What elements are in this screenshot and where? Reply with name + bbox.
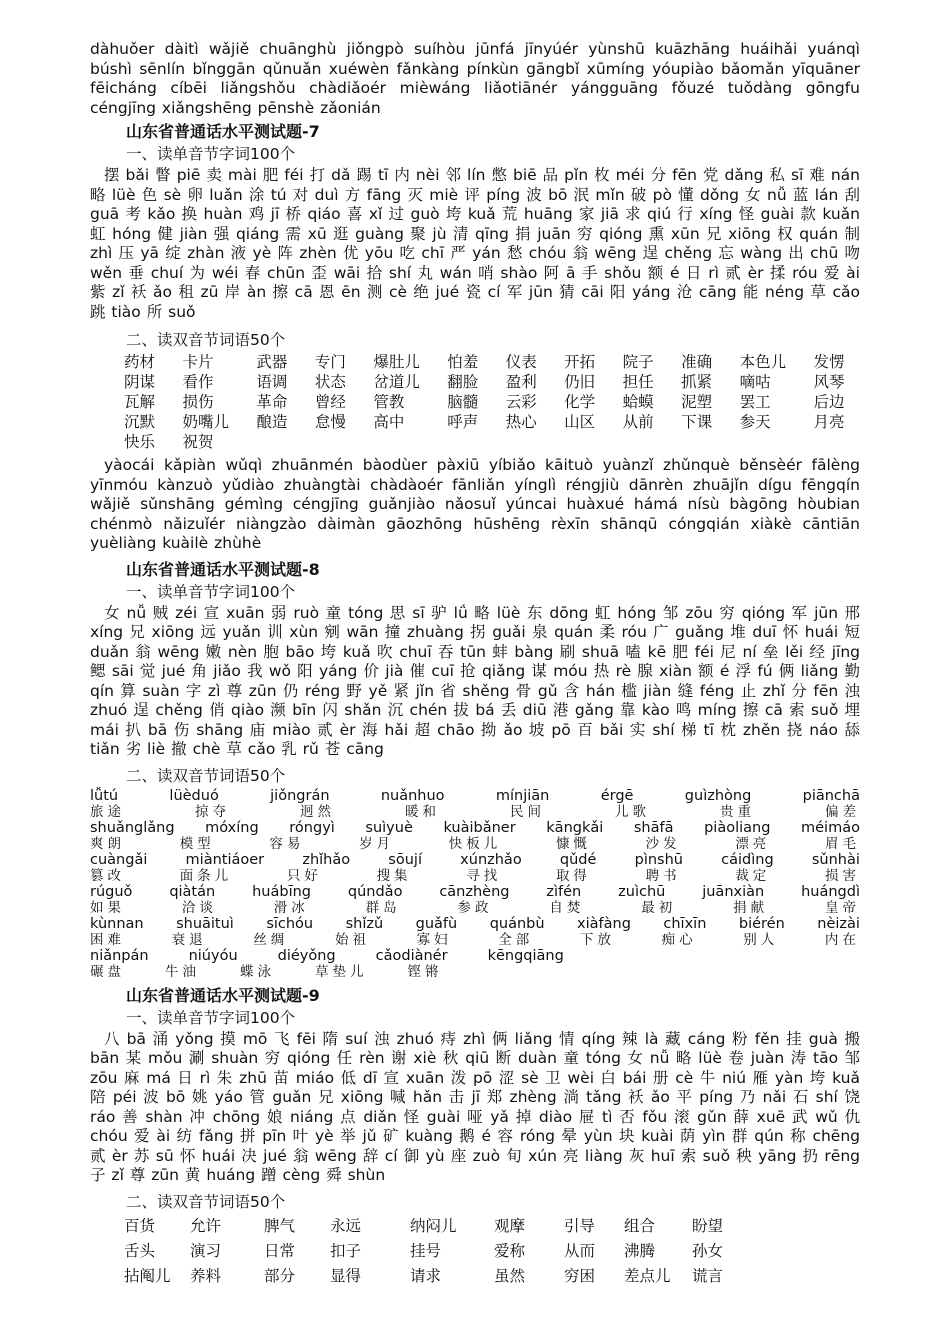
test7-part1-title: 一、读单音节字词100个: [126, 145, 296, 163]
test7-word: 山区: [564, 413, 596, 431]
test7-word: 药材: [124, 353, 156, 371]
test8-word-hanzi: 裁定: [735, 867, 771, 884]
test7-word: 准确: [681, 353, 713, 371]
test7-word: 奶嘴儿: [182, 413, 229, 431]
test9-word: 沸腾: [624, 1241, 656, 1260]
test7-word: 下课: [681, 413, 713, 431]
test8-word-hanzi: 寡妇: [416, 931, 452, 948]
test8-word-hanzi: 儿歌: [615, 803, 650, 820]
test8-word-hanzi: 漂亮: [735, 835, 771, 852]
test8-word-pinyin: érgē: [600, 787, 634, 804]
test8-word-hanzi: 碾盘: [90, 963, 125, 980]
test8-word-hanzi: 如果: [90, 899, 125, 916]
test7-part1-text: 摆 bǎi 瞥 piē 卖 mài 肥 féi 打 dǎ 踢 tī 内 nèi 邻 lín 憋 biē 品 pǐn 枚 méi 分 fēn 党 dǎng 私 sī 难 nán 略 lüè 色 sè 卵 luǎn 涂 tú 对 duì 方 fāng 灭 miè 评 píng 波 bō 泯 mǐn 破 pò 懂 dǒng 女 nǚ 蓝 lán 刮 guā 考 kǎo 换 huàn 鸡 jī 桥 qiáo 喜 xǐ 过 guò 垮 kuǎ 荒 huāng 家 jiā 求 qiú 行 xíng 怪 guài 款 kuǎn 虹 hóng 健 jiàn 强 qiáng 需 xū 逛 guàng 聚 jù 清 qīng 捐 juān 穷 qióng 熏 xūn 兄 xiōng 权 quán 制 zhì 压 yā 绽 zhàn 液 yè 阵 zhèn 优 yōu 吃 chī 严 yán 愁 chóu 翁 wēng 逞 chěng 忘 wàng 出 chū 吻 wěn 垂 chuí 为 wéi 春 chūn 歪 wāi 拾 shí 丸 wán 哨 shào 阿 ā 手 shǒu 额 é 日 rì 贰 èr 揉 róu 爱 ài 紫 zǐ 袄 ǎo 租 zū 岸 àn 擦 cā 恩 ēn 测 cè 绝 jué 瓷 cí 军 jūn 猜 cāi 阳 yáng 沧 cāng 能 néng 草 cǎo 跳 tiào 所 suǒ: [90, 166, 860, 321]
test8-word-pinyin: pìnshū: [634, 851, 683, 868]
test7-word: 开拓: [564, 353, 596, 371]
test8-word-pinyin: xúnzhǎo: [460, 851, 522, 868]
test9-word: 从而: [564, 1241, 596, 1260]
test9-word: 挂号: [410, 1241, 442, 1260]
test7-word: 热心: [505, 413, 537, 431]
test7-word: 泥塑: [681, 393, 713, 411]
test9-word: 差点儿: [624, 1266, 671, 1285]
test8-word-pinyin: lǚtú: [90, 787, 119, 804]
test8-word-hanzi: 下放: [579, 931, 615, 948]
test8-word-pinyin: nuǎnhuo: [380, 787, 445, 804]
test8-word-hanzi: 搜集: [376, 867, 412, 884]
test7-word: 语调: [256, 373, 288, 391]
test8-word-pairs: [90, 788, 860, 980]
test9-word: 脾气: [264, 1216, 296, 1235]
test9-word: 观摩: [494, 1216, 526, 1235]
test8-word-pinyin: qiàtán: [169, 883, 216, 900]
test8-word-pinyin: sīchóu: [266, 915, 314, 932]
test8-word-pinyin: zuìchū: [618, 883, 666, 900]
test8-word-pinyin: zìfén: [546, 883, 582, 900]
test8-word-pinyin: piàoliang: [704, 819, 771, 836]
test8-word-hanzi: 民间: [510, 803, 545, 820]
test8-word-pinyin: diéyǒng: [277, 947, 336, 964]
test7-word: 罢工: [739, 393, 771, 411]
test9-word: 虽然: [494, 1266, 526, 1285]
test9-word: 纳闷儿: [410, 1216, 457, 1235]
test9-word: 日常: [264, 1241, 296, 1260]
test8-word-pinyin: kāngkǎi: [546, 819, 604, 836]
test8-word-hanzi: 始祖: [334, 931, 370, 948]
test9-word: 显得: [330, 1266, 362, 1285]
test8-word-pinyin: huábīng: [252, 883, 311, 900]
test8-word-pinyin: zhǐhǎo: [302, 851, 351, 868]
test8-word-hanzi: 旅途: [90, 803, 125, 820]
test7-word: 仍旧: [564, 373, 596, 391]
test8-word-pinyin: lüèduó: [169, 787, 219, 804]
test8-word-hanzi: 困难: [90, 931, 125, 948]
test7-word: 化学: [564, 393, 596, 411]
test7-word: 曾经: [314, 393, 346, 411]
test7-word: 革命: [256, 393, 288, 411]
test8-word-hanzi: 皇帝: [825, 899, 860, 916]
test7-word: 管教: [373, 393, 405, 411]
test8-pinyin-row: [90, 788, 860, 804]
test8-word-pinyin: róngyì: [289, 819, 335, 836]
test7-word: 月亮: [813, 413, 845, 431]
test7-word: 从前: [622, 413, 654, 431]
test8-word-pinyin: suìyuè: [365, 819, 413, 836]
test8-word-hanzi: 暖和: [405, 803, 440, 820]
test8-word-pinyin: kēngqiāng: [487, 947, 564, 964]
test8-part1-title: 一、读单音节字词100个: [126, 582, 296, 601]
test7-word: 损伤: [182, 393, 214, 411]
document-page: [90, 40, 860, 1330]
test7-word: 本色儿: [739, 353, 787, 371]
test9-word: 允许: [190, 1216, 222, 1235]
test8-word-pinyin: mínjiān: [495, 787, 550, 804]
test8-word-hanzi: 迥然: [300, 803, 335, 820]
test8-pinyin-row: [90, 916, 860, 932]
test7-word: 沉默: [124, 413, 156, 431]
test8-word-pinyin: juānxiàn: [702, 883, 765, 900]
test8-word-hanzi: 丝绸: [253, 931, 289, 948]
test8-word-hanzi: 最初: [641, 899, 677, 916]
test9-title: 山东省普通话水平测试题-9: [126, 985, 320, 1005]
test8-word-hanzi: 滑冰: [273, 899, 309, 916]
test7-word: 参天: [739, 413, 771, 431]
test8-title: 山东省普通话水平测试题-8: [126, 559, 320, 579]
test8-word-hanzi: 慷慨: [555, 835, 591, 852]
test8-word-pinyin: piānchā: [802, 787, 860, 804]
test8-word-hanzi: 洽谈: [181, 899, 217, 916]
test8-word-hanzi: 容易: [269, 835, 305, 852]
test8-word-pinyin: xiàfàng: [577, 915, 631, 932]
test8-word-pinyin: rúguǒ: [90, 883, 133, 900]
test7-word: 瓦解: [124, 393, 156, 411]
test8-word-hanzi: 只好: [286, 867, 322, 884]
test8-word-hanzi: 蝶泳: [240, 963, 275, 980]
test9-word: 舌头: [124, 1241, 156, 1260]
test8-word-pinyin: qúndǎo: [347, 883, 403, 900]
test8-word-pinyin: móxíng: [205, 819, 259, 836]
test8-pinyin-row: [90, 884, 860, 900]
test8-word-hanzi: 群岛: [365, 899, 401, 916]
test8-word-hanzi: 聘书: [645, 867, 681, 884]
test9-word: 谎言: [692, 1266, 724, 1285]
test8-part2-title: 二、读双音节词语50个: [126, 766, 286, 785]
test9-word-list: [90, 1214, 860, 1289]
top-pinyin-paragraph: dàhuǒer dàitì wǎjiě chuānghù jiǒngpò suíhòu jūnfá jīnyúér yùnshū kuāzhāng huáihǎi yuánqì búshì sēnlín bǐnggān qǔnuǎn xuéwèn fǎnkàng pínkùn gāngbǐ xūmíng yóupiào bǎomǎn yīquāner fēicháng cíbēi liǎngshǒu chàdiǎoér mièwáng liǎotiānér yángguāng fǒuzé tuǒdàng gōngfu céngjīng xiǎngshēng pēnshè zǎonián: [90, 40, 860, 117]
test7-word: 风琴: [813, 373, 845, 391]
test9-part2-title: 二、读双音节词语50个: [126, 1192, 286, 1211]
test8-word-hanzi: 捐献: [733, 899, 769, 916]
test7-word: 后边: [813, 393, 845, 411]
test9-word: 请求: [410, 1266, 442, 1285]
test7-word: 蛤蟆: [622, 393, 654, 411]
test9-word: 养料: [190, 1266, 222, 1285]
test7-word: 祝贺: [182, 433, 214, 451]
test8-word-pinyin: miàntiáoer: [185, 851, 265, 868]
test8-word-pinyin: cānzhèng: [439, 883, 510, 900]
test9-word: 盼望: [692, 1216, 724, 1235]
test8-word-pinyin: shuāituì: [176, 915, 234, 932]
test8-pinyin-row: [90, 948, 860, 964]
test8-word-pinyin: quánbù: [489, 915, 545, 932]
test7-word: 怕羞: [447, 353, 479, 371]
test8-word-pinyin: cáidìng: [721, 851, 774, 868]
test7-word: 爆肚儿: [373, 353, 420, 371]
test7-word: 翻脸: [447, 373, 479, 391]
test7-word: 高中: [373, 413, 405, 431]
test7-word: 院子: [622, 353, 654, 371]
test8-word-hanzi: 面条儿: [179, 867, 233, 884]
test9-part1-title: 一、读单音节字词100个: [126, 1008, 296, 1027]
test9-word: 百货: [124, 1216, 156, 1235]
test8-word-hanzi: 眉毛: [825, 835, 860, 852]
test7-word: 发愣: [813, 353, 845, 371]
test8-word-hanzi: 铿锵: [407, 963, 443, 980]
test8-pinyin-row: [90, 820, 860, 836]
test7-word: 脑髓: [447, 393, 479, 411]
test8-hanzi-row: [90, 868, 860, 884]
test7-word: 状态: [314, 373, 346, 391]
test7-word: 仪表: [505, 353, 537, 371]
test8-word-hanzi: 痴心: [661, 931, 697, 948]
test8-hanzi-row: [90, 900, 860, 916]
test8-word-pinyin: nèizài: [817, 915, 860, 932]
test8-word-hanzi: 快板儿: [448, 835, 502, 852]
test8-word-pinyin: jiǒngrán: [270, 787, 330, 804]
test9-word: 永远: [330, 1216, 362, 1235]
test8-word-hanzi: 沙发: [645, 835, 681, 852]
test9-word: 组合: [624, 1216, 656, 1235]
test8-hanzi-row: [90, 836, 860, 852]
test9-word: 穷困: [564, 1266, 596, 1285]
test8-word-hanzi: 偏差: [825, 803, 860, 820]
test7-word-list: [90, 352, 860, 452]
test8-word-pinyin: guìzhòng: [684, 787, 752, 804]
test8-hanzi-row: [90, 932, 860, 948]
test7-word: 担任: [622, 373, 654, 391]
test8-hanzi-row: [90, 964, 860, 980]
test8-word-hanzi: 寻找: [466, 867, 502, 884]
test8-word-hanzi: 岁月: [359, 835, 395, 852]
test9-word: 部分: [264, 1266, 296, 1285]
test8-word-pinyin: méimáo: [801, 819, 860, 836]
test7-word: 呼声: [447, 413, 479, 431]
test8-word-pinyin: shuǎnglǎng: [90, 819, 175, 836]
test8-word-hanzi: 自焚: [549, 899, 585, 916]
test9-word: 引导: [564, 1216, 596, 1235]
test7-word: 酿造: [256, 413, 288, 431]
test8-word-pinyin: shāfā: [633, 819, 674, 836]
test8-word-pinyin: qǔdé: [559, 851, 597, 868]
test8-word-hanzi: 贵重: [720, 803, 755, 820]
test8-word-hanzi: 衰退: [171, 931, 207, 948]
test7-word: 武器: [256, 353, 288, 371]
test8-word-hanzi: 爽朗: [90, 835, 125, 852]
test8-word-hanzi: 取得: [555, 867, 591, 884]
test9-word: 爱称: [494, 1241, 526, 1260]
test9-word: 演习: [190, 1241, 222, 1260]
test8-word-pinyin: cǎodiànér: [375, 947, 448, 964]
test8-word-hanzi: 参政: [457, 899, 493, 916]
test8-word-hanzi: 草垫儿: [315, 963, 368, 980]
test8-word-hanzi: 损害: [825, 867, 860, 884]
test7-word: 快乐: [124, 433, 156, 451]
test8-word-hanzi: 牛油: [165, 963, 200, 980]
test9-word: 孙女: [692, 1241, 724, 1260]
test8-pinyin-row: [90, 852, 860, 868]
test8-word-pinyin: cuàngǎi: [90, 851, 148, 868]
test8-word-pinyin: guǎfù: [415, 915, 458, 932]
test7-part2-pinyin: yàocái kǎpiàn wǔqì zhuānmén bàodùer pàxiū yíbiǎo kāituò yuànzǐ zhǔnquè běnsèér fālèng yīnmóu kànzuò yǔdiào zhuàngtài chàdàoér fānliǎn yínglì réngjiù dānrèn zhuājǐn dígu fēngqín wǎjiě sǔnshāng gémìng céngjīng guǎnjiào nǎosuǐ yúncai huàxué hámá nísù bàgōng hòubian chénmò nǎizuǐér niàngzào dàimàn gāozhōng hūshēng rèxīn shānqū cóngqián xiàkè cāntiān yuèliàng kuàilè zhùhè: [90, 456, 860, 552]
test7-word: 怠慢: [314, 413, 346, 431]
test9-word: 拈阄儿: [124, 1266, 171, 1285]
test8-word-pinyin: niúyóu: [188, 947, 238, 964]
test8-word-pinyin: sōují: [388, 851, 422, 868]
test8-word-hanzi: 内在: [824, 931, 860, 948]
test8-word-hanzi: 别人: [743, 931, 779, 948]
test8-word-pinyin: kùnnan: [90, 915, 144, 932]
test9-word: 扣子: [330, 1241, 362, 1260]
test8-word-hanzi: 掠夺: [195, 803, 230, 820]
test7-word: 云彩: [505, 393, 537, 411]
test7-word: 卡片: [182, 353, 214, 371]
test8-word-pinyin: sǔnhài: [811, 851, 860, 868]
test7-part2-title: 二、读双音节词语50个: [126, 331, 286, 349]
test8-word-pinyin: chīxīn: [663, 915, 707, 932]
test8-word-hanzi: 模型: [179, 835, 215, 852]
test8-word-pinyin: kuàibǎner: [443, 819, 516, 836]
test7-title: 山东省普通话水平测试题-7: [126, 122, 320, 141]
test8-part1-text: 女 nǚ 贼 zéi 宣 xuān 弱 ruò 童 tóng 思 sī 驴 lǘ 略 lüè 东 dōng 虹 hóng 邹 zōu 穷 qióng 军 jūn 邢 xíng 兄 xiōng 远 yuǎn 训 xùn 剜 wān 撞 zhuàng 拐 guǎi 泉 quán 柔 róu 广 guǎng 堆 duī 怀 huái 短 duǎn 翁 wēng 嫩 nèn 胞 bāo 垮 kuǎ 吹 chuī 吞 tūn 蚌 bàng 刷 shuā 嗑 kē 肥 féi 尼 ní 垒 lěi 经 jīng 鳃 sāi 觉 jué 角 jiǎo 我 wǒ 阳 yáng 价 jià 催 cuī 抢 qiǎng 谋 móu 热 rè 腺 xiàn 额 é 浮 fú 俩 liǎng 勤 qín 算 suàn 字 zì 尊 zūn 仍 réng 野 yě 紧 jǐn 省 shěng 骨 gǔ 含 hán 槛 jiàn 缝 féng 止 zhǐ 分 fēn 浊 zhuó 逞 chěng 俏 qiào 濒 bīn 闪 shǎn 沉 chén 拔 bá 丢 diū 港 gǎng 靠 kào 鸣 míng 擦 cā 索 suǒ 埋 mái 扒 bā 伤 shāng 庙 miào 贰 èr 海 hǎi 超 chāo 拗 ǎo 坡 pō 百 bǎi 实 shí 梯 tī 枕 zhěn 挠 náo 舔 tiǎn 劣 liè 撤 chè 草 cǎo 乳 rǔ 苍 cāng: [90, 603, 860, 758]
test7-word: 盈利: [505, 373, 537, 391]
test8-word-pinyin: biérén: [738, 915, 785, 932]
test8-word-hanzi: 篡改: [90, 867, 125, 884]
test9-part1-text: 八 bā 涌 yǒng 摸 mō 飞 fēi 隋 suí 浊 zhuó 痔 zhì 俩 liǎng 情 qíng 辣 là 藏 cáng 粉 fěn 挂 guà 搬 bān 某 mǒu 涮 shuàn 穷 qióng 任 rèn 谢 xiè 秋 qiū 断 duàn 童 tóng 女 nǚ 略 lüè 卷 juàn 涛 tāo 邹 zōu 麻 má 日 rì 朱 zhū 苗 miáo 低 dī 宣 xuān 泼 pō 涩 sè 卫 wèi 白 bái 册 cè 牛 niú 雁 yàn 垮 kuǎ 陪 péi 波 bō 姚 yáo 管 guǎn 兄 xiōng 喊 hǎn 击 jī 郑 zhèng 淌 tǎng 袄 ǎo 平 píng 乃 nǎi 石 shí 饶 ráo 善 shàn 冲 chōng 娘 niáng 点 diǎn 怪 guài 哑 yǎ 掉 diào 屉 tì 否 fǒu 滚 gǔn 薛 xuē 武 wǔ 仇 chóu 爱 ài 纺 fǎng 拼 pīn 叶 yè 举 jǔ 矿 kuàng 鹅 é 容 róng 晕 yùn 块 kuài 荫 yìn 群 qún 称 chēng 贰 èr 苏 sū 怀 huái 决 jué 翁 wēng 辞 cí 御 yù 座 zuò 旬 xún 亮 liàng 灰 huī 索 suǒ 秧 yāng 扔 rēng 子 zǐ 尊 zūn 黄 huáng 蹭 cèng 舜 shùn: [90, 1029, 860, 1184]
test7-word: 看作: [182, 373, 214, 391]
test7-word: 嘀咕: [739, 373, 771, 391]
test7-word: 抓紧: [681, 373, 713, 391]
test8-hanzi-row: [90, 804, 860, 820]
test8-word-hanzi: 全部: [498, 931, 534, 948]
test8-word-pinyin: niǎnpán: [90, 947, 149, 964]
test7-word: 岔道儿: [373, 373, 420, 391]
test7-word: 专门: [314, 353, 346, 371]
test8-word-pinyin: huángdì: [801, 883, 860, 900]
test7-word: 阴谋: [124, 373, 156, 391]
test8-word-pinyin: shǐzǔ: [345, 915, 384, 932]
